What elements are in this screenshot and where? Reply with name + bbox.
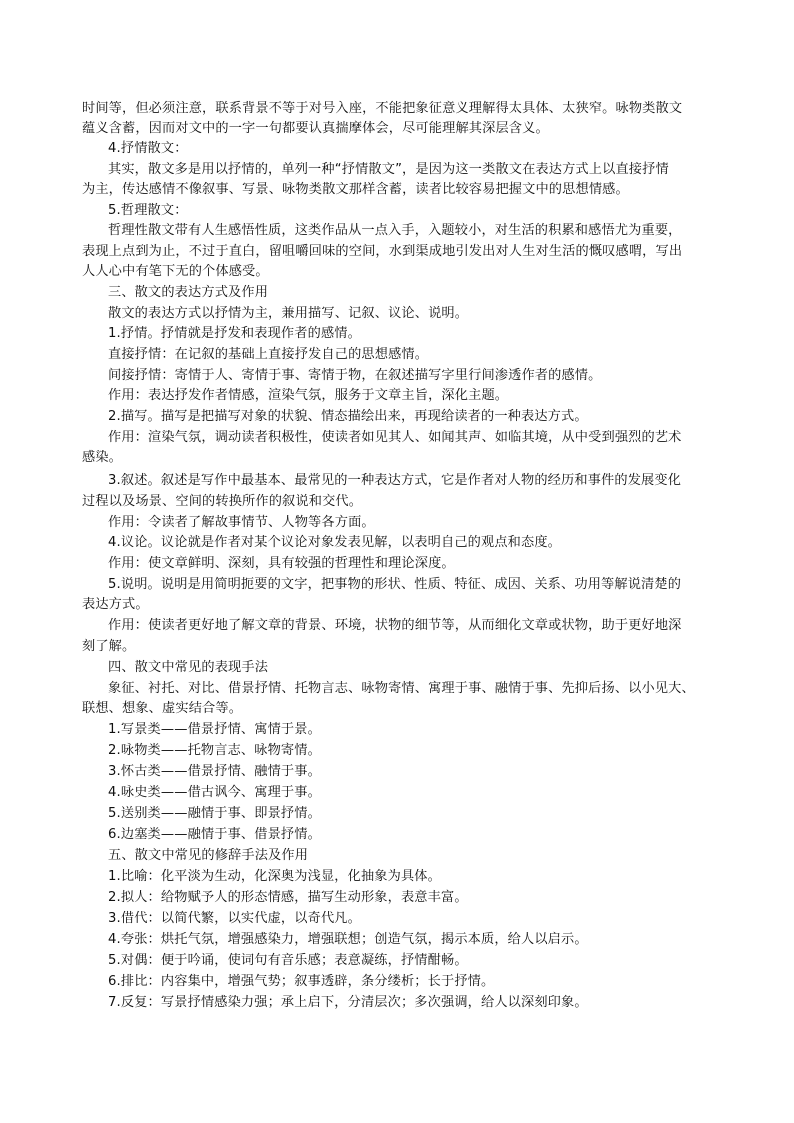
section-subheading: 5.哲理散文： bbox=[108, 203, 188, 218]
text-line: 刻了解。 bbox=[82, 639, 136, 654]
list-item: 2.咏物类——托物言志、咏物寄情。 bbox=[108, 743, 321, 758]
list-item: 3.借代：以简代繁，以实代虚，以奇代凡。 bbox=[108, 911, 361, 926]
text-line: 哲理性散文带有人生感悟性质，这类作品从一点入手，入题较小，对生活的积累和感悟尤为重要， bbox=[108, 223, 682, 238]
text-line: 5.说明。说明是用简明扼要的文字，把事物的形状、性质、特征、成因、关系、功用等解说清楚的 bbox=[108, 577, 682, 592]
text-line: 联想、想象、虚实结合等。 bbox=[82, 701, 243, 716]
list-item: 4.咏史类——借古讽今、寓理于事。 bbox=[108, 785, 321, 800]
text-line: 4.议论。议论就是作者对某个议论对象发表见解，以表明自己的观点和态度。 bbox=[108, 535, 562, 550]
text-line: 感染。 bbox=[82, 450, 123, 465]
text-line: 3.叙述。叙述是写作中最基本、最常见的一种表达方式，它是作者对人物的经历和事件的发展变化 bbox=[108, 473, 682, 488]
text-line: 2.描写。描写是把描写对象的状貌、情态描绘出来，再现给读者的一种表达方式。 bbox=[108, 409, 588, 424]
list-item: 2.拟人：给物赋予人的形态情感，描写生动形象，表意丰富。 bbox=[108, 890, 468, 905]
section-heading: 四、散文中常见的表现手法 bbox=[108, 660, 269, 675]
text-line: 表达方式。 bbox=[82, 597, 149, 612]
list-item: 1.比喻：化平淡为生动，化深奥为浅显，化抽象为具体。 bbox=[108, 869, 441, 884]
text-line: 蕴义含蓄，因而对文中的一字一句都要认真揣摩体会，尽可能理解其深层含义。 bbox=[82, 121, 549, 136]
section-heading: 三、散文的表达方式及作用 bbox=[108, 285, 269, 300]
text-line: 时间等，但必须注意，联系背景不等于对号入座，不能把象征意义理解得太具体、太狭窄。咏物类散文 bbox=[82, 101, 683, 116]
list-item: 3.怀古类——借景抒情、融情于事。 bbox=[108, 764, 321, 779]
text-line: 作用：表达抒发作者情感，渲染气氛，服务于文章主旨，深化主题。 bbox=[108, 388, 509, 403]
text-line: 象征、衬托、对比、借景抒情、托物言志、咏物寄情、寓理于事、融情于事、先抑后扬、以小见大、 bbox=[108, 681, 695, 696]
text-line: 过程以及场景、空间的转换所作的叙说和交代。 bbox=[82, 494, 363, 509]
section-heading: 五、散文中常见的修辞手法及作用 bbox=[108, 848, 309, 863]
text-line: 作用：渲染气氛，调动读者积极性，使读者如见其人、如闻其声、如临其境，从中受到强烈的艺术 bbox=[108, 430, 682, 445]
text-line: 其实，散文多是用以抒情的，单列一种“抒情散文”，是因为这一类散文在表达方式上以直接抒情 bbox=[108, 162, 669, 177]
text-line: 作用：使文章鲜明、深刻，具有较强的哲理性和理论深度。 bbox=[108, 556, 455, 571]
text-line: 表现上点到为止，不过于直白，留咀嚼回味的空间，水到渠成地引发出对人生对生活的慨叹感喟，写出 bbox=[82, 244, 683, 259]
text-line: 散文的表达方式以抒情为主，兼用描写、记叙、议论、说明。 bbox=[108, 306, 469, 321]
list-item: 6.排比：内容集中，增强气势；叙事透辟，条分缕析；长于抒情。 bbox=[108, 974, 495, 989]
text-line: 1.抒情。抒情就是抒发和表现作者的感情。 bbox=[108, 326, 361, 341]
section-subheading: 4.抒情散文： bbox=[108, 141, 188, 156]
text-line: 为主，传达感情不像叙事、写景、咏物类散文那样含蓄，读者比较容易把握文中的思想情感。 bbox=[82, 182, 629, 197]
text-line: 作用：令读者了解故事情节、人物等各方面。 bbox=[108, 515, 375, 530]
list-item: 4.夸张：烘托气氛，增强感染力，增强联想；创造气氛，揭示本质，给人以启示。 bbox=[108, 932, 588, 947]
list-item: 5.送别类——融情于事、即景抒情。 bbox=[108, 806, 321, 821]
text-line: 间接抒情：寄情于人、寄情于事、寄情于物，在叙述描写字里行间渗透作者的感情。 bbox=[108, 368, 602, 383]
list-item: 6.边塞类——融情于事、借景抒情。 bbox=[108, 827, 321, 842]
list-item: 5.对偶：便于吟诵，使词句有音乐感；表意凝练，抒情酣畅。 bbox=[108, 953, 468, 968]
text-line: 直接抒情：在记叙的基础上直接抒发自己的思想感情。 bbox=[108, 347, 429, 362]
text-line: 作用：使读者更好地了解文章的背景、环境，状物的细节等，从而细化文章或状物，助于更好地深 bbox=[108, 618, 682, 633]
text-line: 人人心中有笔下无的个体感受。 bbox=[82, 264, 269, 279]
list-item: 7.反复：写景抒情感染力强；承上启下，分清层次；多次强调，给人以深刻印象。 bbox=[108, 995, 588, 1010]
list-item: 1.写景类——借景抒情、寓情于景。 bbox=[108, 722, 321, 737]
